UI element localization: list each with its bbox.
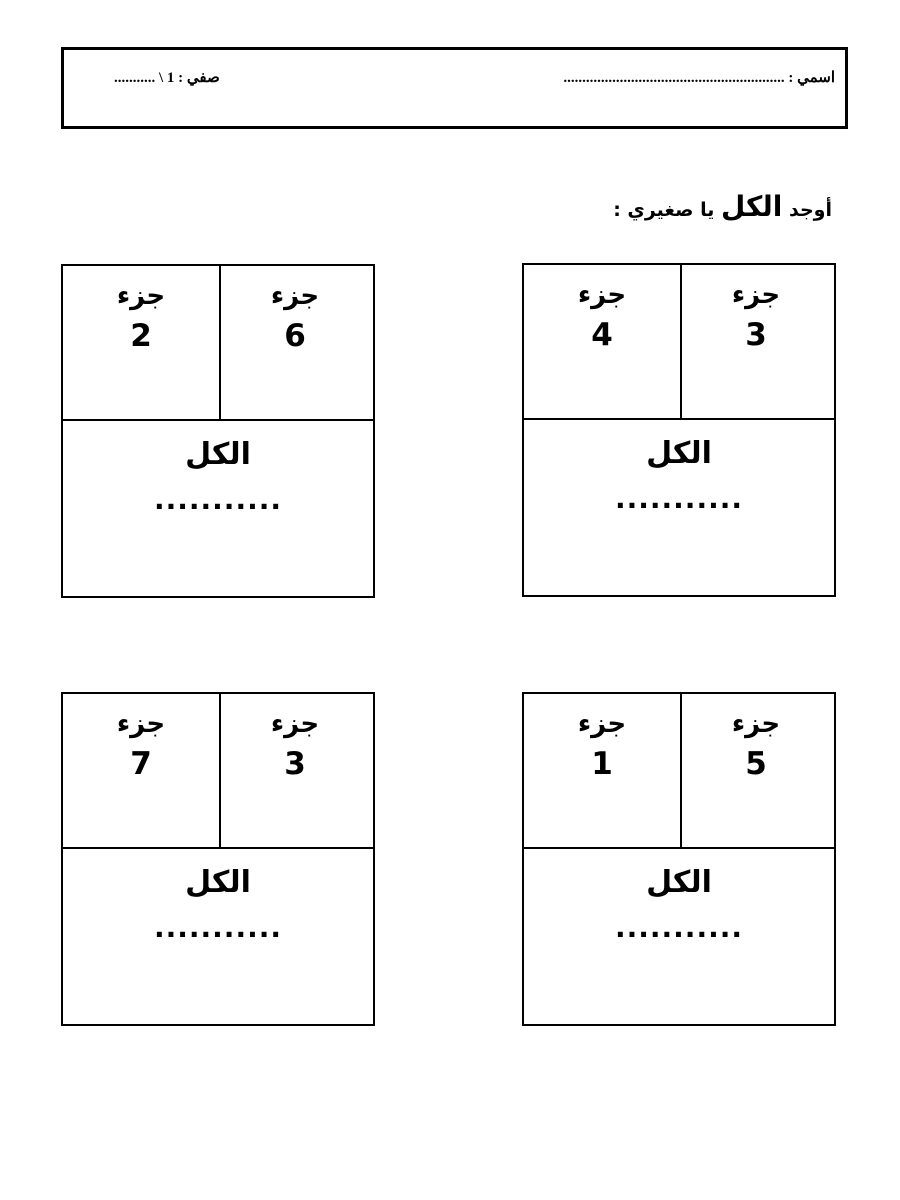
whole-answer-blank[interactable]: ...........: [614, 911, 743, 944]
part-cell-right: [678, 694, 834, 847]
whole-answer-blank[interactable]: ...........: [614, 482, 743, 515]
part-cell-left: [63, 694, 219, 847]
part-cell-left: [524, 694, 680, 847]
part-label: جزء: [270, 281, 320, 311]
part-label: جزء: [731, 709, 781, 739]
whole-cell: [524, 849, 834, 945]
student-info-box: [61, 47, 848, 129]
part-whole-box-4: [61, 692, 375, 1026]
student-class-field[interactable]: صفي : 1 \ ...........: [114, 70, 220, 86]
whole-label: الكل: [185, 865, 251, 900]
part-value: 6: [284, 318, 306, 354]
part-cell-right: [217, 266, 373, 419]
part-value: 4: [591, 317, 613, 353]
part-value: 2: [130, 318, 152, 354]
part-value: 5: [745, 746, 767, 782]
whole-label: الكل: [185, 437, 251, 472]
part-whole-box-1: [522, 263, 836, 597]
part-whole-box-3: [522, 692, 836, 1026]
part-cell-right: [678, 265, 834, 418]
part-label: جزء: [577, 280, 627, 310]
instruction-emphasis: الكل: [721, 190, 783, 223]
whole-cell: [524, 420, 834, 516]
whole-cell: [63, 421, 373, 517]
part-label: جزء: [116, 281, 166, 311]
part-cell-left: [524, 265, 680, 418]
instruction-suffix: يا صغيري :: [613, 199, 721, 221]
part-value: 7: [130, 746, 152, 782]
part-whole-box-2: [61, 264, 375, 598]
whole-cell: [63, 849, 373, 945]
part-label: جزء: [116, 709, 166, 739]
part-value: 3: [745, 317, 767, 353]
worksheet-instruction: [613, 190, 832, 223]
part-label: جزء: [270, 709, 320, 739]
part-label: جزء: [731, 280, 781, 310]
instruction-prefix: أوجد: [782, 199, 832, 221]
part-cell-right: [217, 694, 373, 847]
part-value: 3: [284, 746, 306, 782]
part-value: 1: [591, 746, 613, 782]
whole-answer-blank[interactable]: ...........: [153, 483, 282, 516]
part-label: جزء: [577, 709, 627, 739]
whole-label: الكل: [646, 436, 712, 471]
student-name-field[interactable]: اسمي : ...........................................................: [563, 70, 835, 86]
part-cell-left: [63, 266, 219, 419]
whole-label: الكل: [646, 865, 712, 900]
whole-answer-blank[interactable]: ...........: [153, 911, 282, 944]
